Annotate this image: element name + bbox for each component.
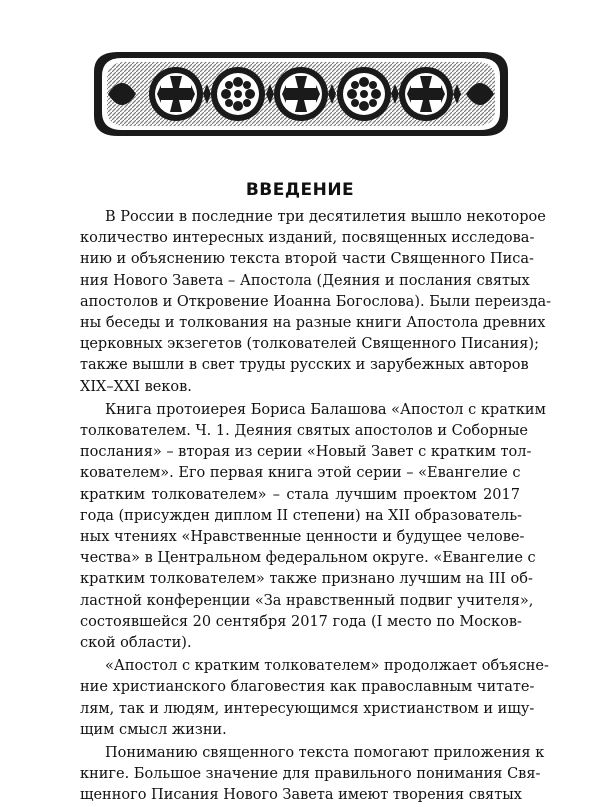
text-line: года (присужден диплом II степени) на XII образователь-: [80, 507, 523, 524]
text-line: толкователем. Ч. 1. Деяния святых апостолов и Соборные: [80, 423, 528, 440]
body-text: [80, 207, 552, 807]
text-line: книге. Большое значение для правильного понимания Свя-: [80, 766, 541, 783]
text-line: кователем». Его первая книга этой серии – «Евангелие с: [80, 465, 521, 482]
text-line: состоявшейся 20 сентября 2017 года (I место по Москов-: [80, 613, 522, 630]
text-line: также вышли в свет труды русских и зарубежных авторов: [80, 357, 529, 374]
text-line: ния Нового Завета – Апостола (Деяния и послания святых: [80, 272, 530, 289]
decorative-ornament-band: [88, 48, 514, 140]
paragraph-2: [80, 400, 546, 654]
text-line: ластной конференции «За нравственный подвиг учителя»,: [80, 592, 534, 609]
text-line: «Апостол с кратким толкователем» продолжает объясне-: [105, 658, 549, 675]
text-line: церковных экзегетов (толкователей Священного Писания);: [80, 336, 539, 353]
text-line: апостолов и Откровение Иоанна Богослова). Были переизда-: [80, 293, 552, 310]
text-line: ны беседы и толкования на разные книги Апостола древних: [80, 315, 546, 332]
paragraph-3: [80, 656, 549, 741]
page-title: ВВЕДЕНИЕ: [245, 180, 355, 200]
text-line: кратким толкователем» также признано лучшим на III об-: [80, 571, 533, 588]
text-line: В России в последние три десятилетия вышло некоторое: [105, 209, 546, 225]
text-line: чества» в Центральном федеральном округе. «Евангелие с: [80, 550, 536, 567]
text-line: XIX–XXI веков.: [80, 378, 192, 395]
text-line: послания» – вторая из серии «Новый Завет с кратким тол-: [80, 444, 532, 461]
text-line: ние христианского благовестия как православным читате-: [80, 679, 535, 696]
text-line: лям, так и людям, интересующимся христианством и ищу-: [80, 700, 535, 717]
text-line: количество интересных изданий, посвященных исследова-: [80, 230, 535, 247]
paragraph-1: [80, 207, 552, 398]
paragraph-4: [80, 743, 545, 807]
text-line: щим смысл жизни.: [80, 721, 227, 738]
text-line: ных чтениях «Нравственные ценности и будущее челове-: [80, 529, 525, 546]
text-line: Книга протоиерея Бориса Балашова «Апостол с кратким: [105, 401, 546, 418]
text-line: ской области).: [80, 635, 192, 652]
text-line: кратким толкователем» – стала лучшим проектом 2017: [80, 486, 520, 503]
text-line: щенного Писания Нового Завета имеют творения святых: [80, 787, 522, 804]
text-line: Пониманию священного текста помогают приложения к: [105, 745, 545, 762]
text-line: нию и объяснению текста второй части Священного Писа-: [80, 251, 534, 268]
